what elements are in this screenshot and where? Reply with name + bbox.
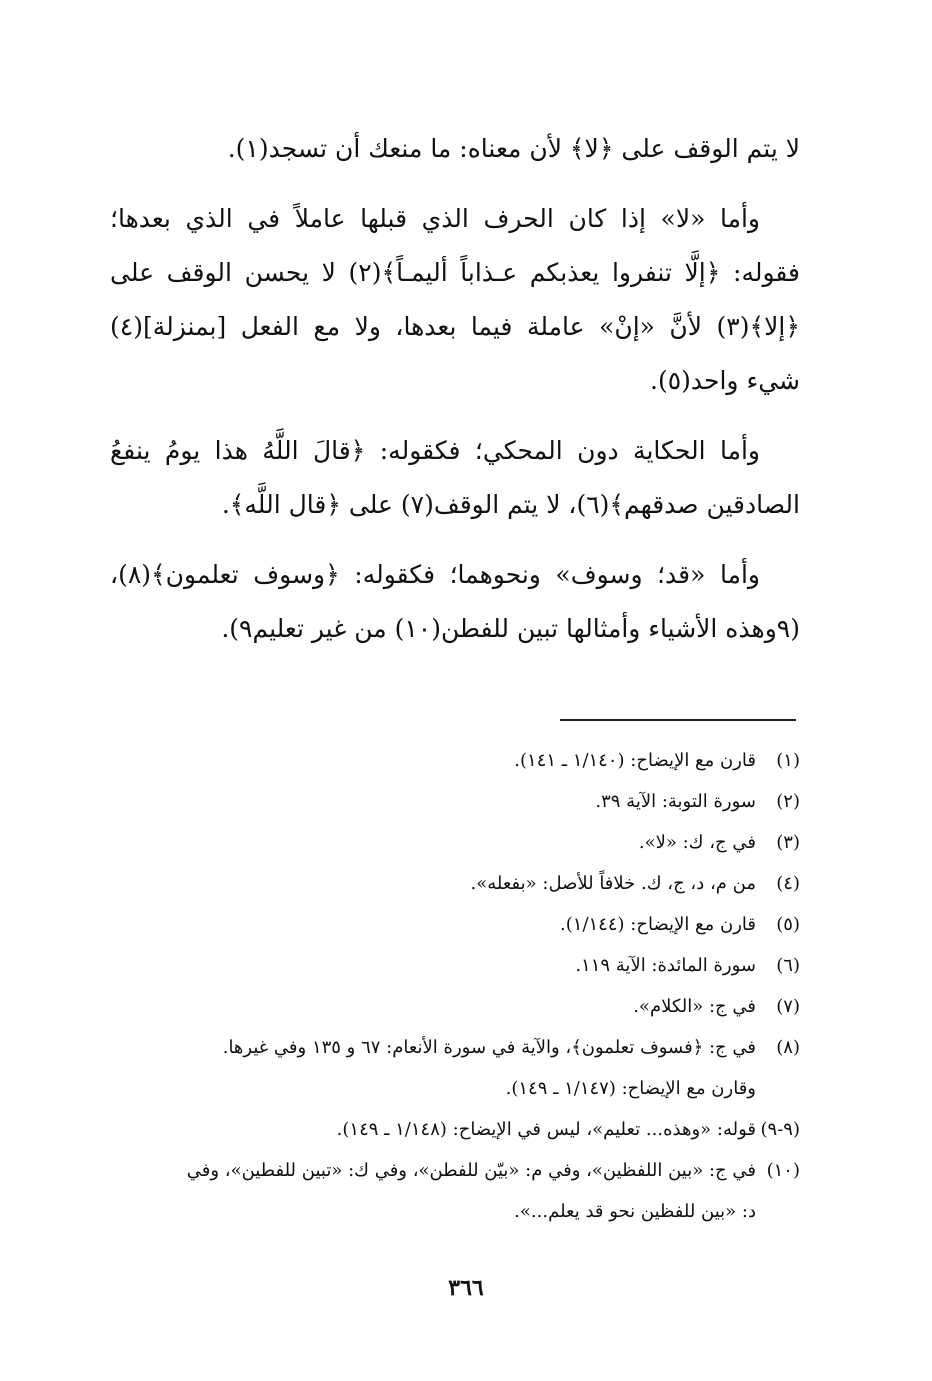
footnote-number: (٨) [776,1037,800,1058]
footnote-text: في ج: «الكلام». [633,996,756,1017]
footnote-1 [110,740,800,781]
footnote-text: قوله: «وهذه... تعليم»، ليس في الإيضاح: (١/١٤٨ ـ ١٤٩). [336,1119,756,1140]
footnote-6 [110,945,800,986]
paragraph-4: وأما «قد؛ وسوف» ونحوهما؛ فكقوله: ﴿وسوف تعلمون﴾(٨)، (٩وهذه الأشياء وأمثالها تبين للفطن(١٠) من غير تعليم٩). [110,560,800,643]
footnote-number: (١٠) [766,1160,800,1181]
footnote-text: في ج: «بين اللفظين»، وفي م: «بيّن للفطن»، وفي ك: «تبين للفطين»، وفي [186,1160,756,1181]
footnote-8 [110,1027,800,1068]
paragraph-3: وأما الحكاية دون المحكي؛ فكقوله: ﴿قالَ اللَّهُ هذا يومُ ينفعُ الصادقين صدقهم﴾(٦)، لا يتم الوقف(٧) على ﴿قال اللَّه﴾. [110,436,800,519]
footnote-text: في ج: ﴿فسوف تعلمون﴾، والآية في سورة الأنعام: ٦٧ و ١٣٥ وفي غيرها. [222,1037,756,1058]
footnote-text: قارن مع الإيضاح: (١/١٤٤). [560,914,756,935]
footnote-text: سورة التوبة: الآية ٣٩. [595,791,756,812]
footnote-text: سورة المائدة: الآية ١١٩. [575,955,756,976]
footnote-text: قارن مع الإيضاح: (١/١٤٠ ـ ١٤١). [514,750,756,771]
footnote-separator [560,719,796,721]
paragraph-1: لا يتم الوقف على ﴿لا﴾ لأن معناه: ما منعك أن تسجد(١). [227,134,800,163]
footnote-2 [110,781,800,822]
footnote-number: (٦) [776,955,800,976]
footnote-text: في ج، ك: «لا». [638,832,756,853]
footnote-number: (٥) [776,914,800,935]
footnote-number: (٣) [776,832,800,853]
paragraph-2: وأما «لا» إذا كان الحرف الذي قبلها عاملاً في الذي بعدها؛ فقوله: ﴿إلَّا تنفروا يعذبكم عـذاباً أليمـاً﴾(٢) لا يحسن الوقف على ﴿إلا﴾(٣) لأنَّ «إنْ» عاملة فيما بعدها، ولا مع الفعل [بمنزلة](٤) شيء واحد(٥). [110,204,800,395]
footnote-10-continuation: د: «بين للفظين نحو قد يعلم...». [514,1201,756,1222]
footnote-text: من م، د، ج، ك. خلافاً للأصل: «بفعله». [470,873,756,894]
page-number: ٣٦٦ [448,1275,484,1301]
footnote-10 [110,1150,800,1191]
footnote-number: (١) [776,750,800,771]
footnote-4 [110,863,800,904]
footnote-3 [110,822,800,863]
footnote-number: (٩-٩) [760,1119,800,1140]
footnote-8-continuation: وقارن مع الإيضاح: (١/١٤٧ ـ ١٤٩). [505,1078,756,1099]
footnotes [110,740,800,1232]
main-text [110,122,800,656]
footnote-5 [110,904,800,945]
footnote-number: (٢) [776,791,800,812]
footnote-number: (٧) [776,996,800,1017]
footnote-9 [110,1109,800,1150]
footnote-number: (٤) [776,873,800,894]
footnote-7 [110,986,800,1027]
